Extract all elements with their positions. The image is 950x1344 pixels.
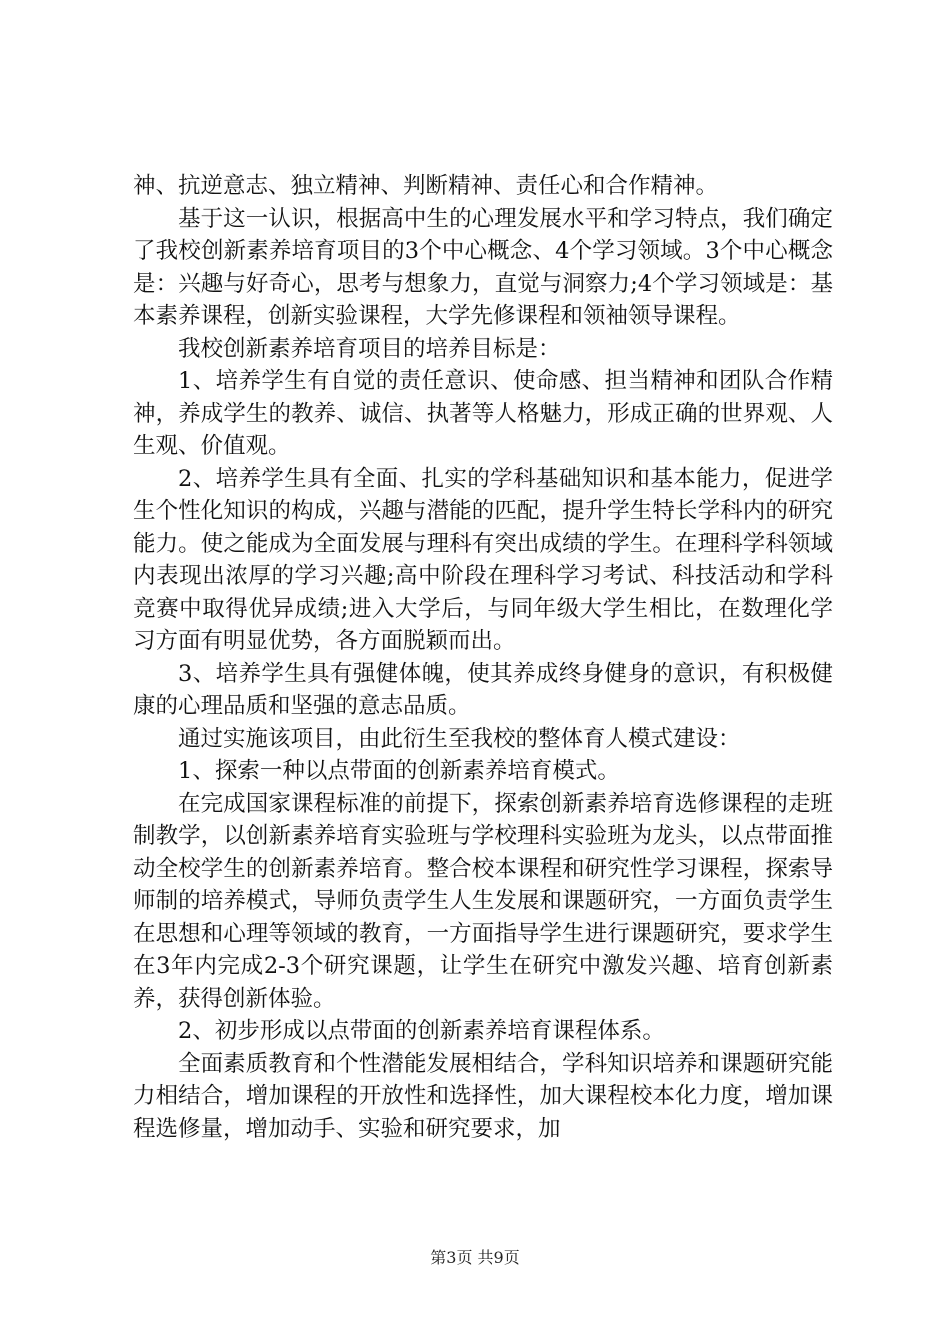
paragraph-11: 全面素质教育和个性潜能发展相结合，学科知识培养和课题研究能力相结合，增加课程的开放性和选择性，加大课程校本化力度，增加课程选修量，增加动手、实验和研究要求，加 xyxy=(133,1050,833,1142)
paragraph-1: 神、抗逆意志、独立精神、判断精神、责任心和合作精神。 xyxy=(133,173,719,199)
paragraph-9: 在完成国家课程标准的前提下，探索创新素养培育选修课程的走班制教学，以创新素养培育实验班与学校理科实验班为龙头，以点带面推动全校学生的创新素养培育。整合校本课程和研究性学习课程，探索导师制的培养模式，导师负责学生人生发展和课题研究，一方面负责学生在思想和心理等领域的教育，一方面指导学生进行课题研究，要求学生在3年内完成2-3个研究课题，让学生在研究中激发兴趣、培育创新素养，获得创新体验。 xyxy=(133,790,833,1012)
paragraph-4: 1、培养学生有自觉的责任意识、使命感、担当精神和团队合作精神，养成学生的教养、诚信、执著等人格魅力，形成正确的世界观、人生观、价值观。 xyxy=(133,368,833,459)
paragraph-7: 通过实施该项目，由此衍生至我校的整体育人模式建设： xyxy=(178,725,741,752)
paragraph-3: 我校创新素养培育项目的培养目标是： xyxy=(178,335,561,362)
paragraph-10: 2、初步形成以点带面的创新素养培育课程体系。 xyxy=(178,1018,665,1044)
document-body xyxy=(133,170,833,1145)
paragraph-8: 1、探索一种以点带面的创新素养培育模式。 xyxy=(178,758,620,784)
paragraph-2: 基于这一认识，根据高中生的心理发展水平和学习特点，我们确定了我校创新素养培育项目的3个中心概念、4个学习领域。3个中心概念是：兴趣与好奇心，思考与想象力，直觉与洞察力;4个学习领域是：基本素养课程，创新实验课程，大学先修课程和领袖领导课程。 xyxy=(133,205,833,329)
paragraph-5: 2、培养学生具有全面、扎实的学科基础知识和基本能力，促进学生个性化知识的构成，兴趣与潜能的匹配，提升学生特长学科内的研究能力。使之能成为全面发展与理科有突出成绩的学生。在理科学科领域内表现出浓厚的学习兴趣;高中阶段在理科学习考试、科技活动和学科竞赛中取得优异成绩;进入大学后，与同年级大学生相比，在数理化学习方面有明显优势，各方面脱颖而出。 xyxy=(133,465,833,654)
page-number-footer: 第3页 共9页 xyxy=(430,1248,520,1267)
paragraph-6: 3、培养学生具有强健体魄，使其养成终身健身的意识，有积极健康的心理品质和坚强的意志品质。 xyxy=(133,660,833,719)
